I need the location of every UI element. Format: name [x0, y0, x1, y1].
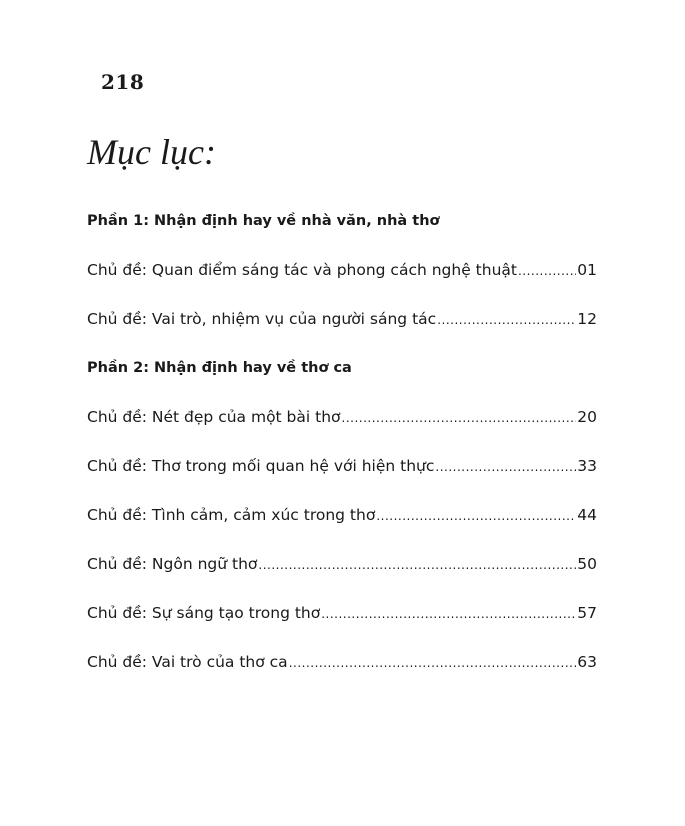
toc-entry-page: 20 — [577, 407, 597, 426]
toc-section-heading-2: Phần 2: Nhận định hay về thơ ca — [87, 359, 352, 376]
toc-entry[interactable] — [87, 392, 597, 441]
dot-leader — [437, 313, 576, 343]
toc-entry[interactable] — [87, 294, 597, 343]
dot-leader — [435, 460, 576, 490]
dot-leader — [321, 607, 576, 637]
toc-entry-label: Chủ đề: Vai trò của thơ ca — [87, 652, 288, 671]
toc-entry-label: Chủ đề: Thơ trong mối quan hệ với hiện thực — [87, 456, 435, 475]
dot-leader — [258, 558, 576, 588]
dot-leader — [376, 509, 576, 539]
table-of-contents — [87, 196, 597, 686]
toc-entry[interactable] — [87, 441, 597, 490]
dot-leader — [289, 656, 577, 686]
toc-entry-page: 50 — [577, 554, 597, 573]
toc-entry-label: Chủ đề: Vai trò, nhiệm vụ của người sáng tác — [87, 309, 437, 328]
toc-section-heading-1: Phần 1: Nhận định hay về nhà văn, nhà thơ — [87, 212, 440, 229]
toc-entry-page: 33 — [577, 456, 597, 475]
toc-entry-page: 44 — [577, 505, 597, 524]
toc-entry[interactable] — [87, 539, 597, 588]
toc-entry-page: 12 — [577, 309, 597, 328]
toc-entry[interactable] — [87, 637, 597, 686]
toc-entry[interactable] — [87, 588, 597, 637]
toc-entry[interactable] — [87, 245, 597, 294]
page-number: 218 — [101, 70, 145, 94]
toc-entry-label: Chủ đề: Nét đẹp của một bài thơ — [87, 407, 341, 426]
dot-leader — [518, 264, 576, 294]
dot-leader — [342, 411, 577, 441]
toc-title: Mục lục: — [87, 132, 216, 172]
toc-entry-page: 63 — [577, 652, 597, 671]
toc-entry-page: 01 — [577, 260, 597, 279]
toc-entry-page: 57 — [577, 603, 597, 622]
toc-entry[interactable] — [87, 490, 597, 539]
toc-entry-label: Chủ đề: Ngôn ngữ thơ — [87, 554, 258, 573]
toc-entry-label: Chủ đề: Tình cảm, cảm xúc trong thơ — [87, 505, 376, 524]
toc-entry-label: Chủ đề: Sự sáng tạo trong thơ — [87, 603, 321, 622]
toc-entry-label: Chủ đề: Quan điểm sáng tác và phong cách nghệ thuật — [87, 260, 517, 279]
